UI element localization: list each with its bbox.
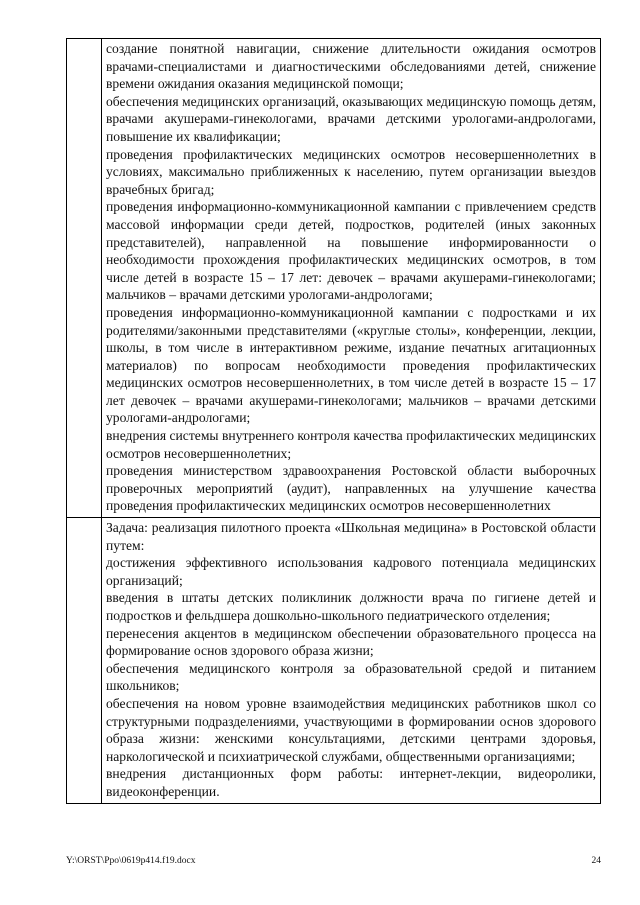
table-row (67, 518, 601, 804)
number-cell (67, 518, 102, 804)
document-table (66, 38, 601, 804)
text-cell (102, 39, 601, 518)
number-cell (67, 39, 102, 518)
paragraph: введения в штаты детских поликлиник должности врача по гигиене детей и подростков и фельдшера дошкольно-школьного педиатрического отделения; (106, 590, 596, 623)
paragraph: внедрения системы внутреннего контроля качества профилактических медицинских осмотров несовершеннолетних; (106, 428, 596, 461)
page-footer (66, 856, 601, 866)
paragraph: проведения информационно-коммуникационной кампании с привлечением средств массовой информации среди детей, подростков, родителей (иных законных представителей), направленной на повышение информированности о необходимости прохождения профилактических медицинских осмотров, в том числе детей в возрасте 15 – 17 лет: девочек – врачами акушерами-гинекологами; мальчиков – врачами детскими урологами-андрологами; (106, 199, 596, 303)
paragraph: обеспечения медицинских организаций, оказывающих медицинскую помощь детям, врачами акушерами-гинекологами, врачами детскими урологами-андрологами, повышение их квалификации; (106, 93, 596, 144)
paragraph: обеспечения на новом уровне взаимодействия медицинских работников школ со структурными подразделениями, участвующими в формировании основ здорового образа жизни: женскими консультациями, детскими центрами здоровья, наркологической и психиатрической службами, общественными организациями; (106, 695, 596, 764)
paragraph: достижения эффективного использования кадрового потенциала медицинских организаций; (106, 555, 596, 588)
paragraph: внедрения дистанционных форм работы: интернет-лекции, видеоролики, видеоконференции. (106, 766, 596, 799)
paragraph: проведения информационно-коммуникационной кампании с подростками и их родителями/законными представителями («круглые столы», конференции, лекции, школы, в том числе в интерактивном режиме, издание печатных агитационных материалов) по вопросам необходимости проведения профилактических медицинских осмотров несовершеннолетних, в том числе детей в возрасте 15 – 17 лет девочек – врачами акушерами-гинекологами; мальчиков – врачами детскими урологами-андрологами; (106, 304, 596, 426)
paragraph: обеспечения медицинского контроля за образовательной средой и питанием школьников; (106, 660, 596, 694)
file-path: Y:\ORST\Ppo\0619p414.f19.docx (66, 856, 196, 866)
paragraph: проведения профилактических медицинских осмотров несовершеннолетних в условиях, максимально приближенных к населению, путем организации выездов врачебных бригад; (106, 146, 596, 197)
task-heading: Задача: реализация пилотного проекта «Школьная медицина» в Ростовской области путем: (106, 520, 596, 553)
page-number: 24 (591, 856, 601, 866)
text-cell (102, 518, 601, 804)
table-row (67, 39, 601, 518)
paragraph: перенесения акцентов в медицинском обеспечении образовательного процесса на формирование основ здорового образа жизни; (106, 625, 596, 659)
paragraph: проведения министерством здравоохранения Ростовской области выборочных проверочных мероприятий (аудит), направленных на улучшение качества проведения профилактических медицинских осмотров несовершеннолетних (106, 463, 596, 514)
paragraph: создание понятной навигации, снижение длительности ожидания осмотров врачами-специалистами и диагностическими обследованиями детей, снижение времени ожидания оказания медицинской помощи; (106, 41, 596, 92)
